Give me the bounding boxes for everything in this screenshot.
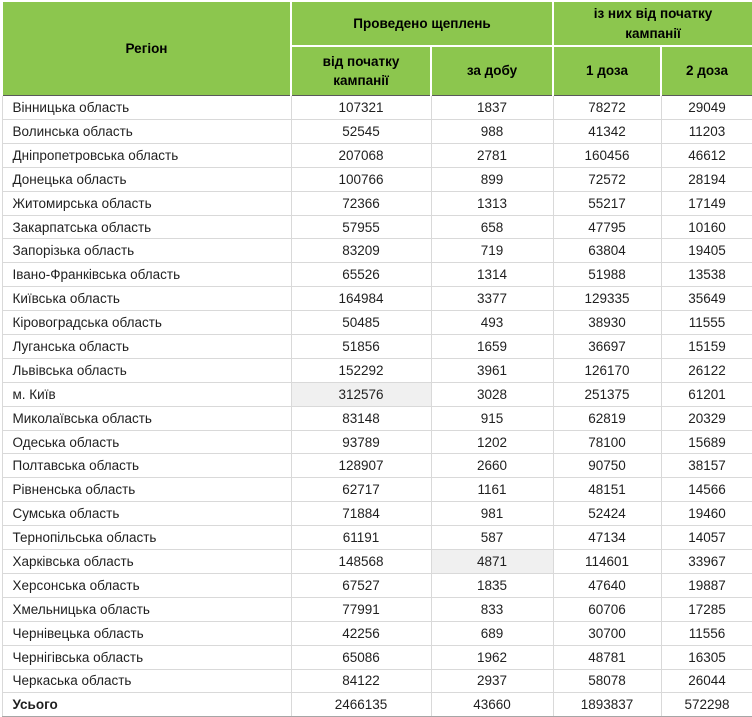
per-day-cell: 2660 <box>431 454 553 478</box>
per-day-cell: 1313 <box>431 191 553 215</box>
dose1-cell: 55217 <box>553 191 661 215</box>
dose1-cell: 36697 <box>553 335 661 359</box>
table-row <box>2 382 752 406</box>
region-cell: Чернігівська область <box>2 645 291 669</box>
total-campaign-total-cell: 2466135 <box>291 693 431 717</box>
campaign-total-cell: 93789 <box>291 430 431 454</box>
table-row <box>2 502 752 526</box>
dose2-cell: 20329 <box>661 406 752 430</box>
dose2-cell: 19460 <box>661 502 752 526</box>
table-row <box>2 573 752 597</box>
per-day-cell: 2937 <box>431 669 553 693</box>
per-day-cell: 493 <box>431 311 553 335</box>
campaign-total-cell: 52545 <box>291 120 431 144</box>
total-label: Усього <box>2 693 291 717</box>
campaign-total-cell: 67527 <box>291 573 431 597</box>
region-cell: Волинська область <box>2 120 291 144</box>
dose1-cell: 62819 <box>553 406 661 430</box>
dose2-cell: 17285 <box>661 597 752 621</box>
campaign-total-cell: 148568 <box>291 550 431 574</box>
dose1-cell: 78100 <box>553 430 661 454</box>
per-day-cell: 1962 <box>431 645 553 669</box>
region-cell: Сумська область <box>2 502 291 526</box>
per-day-cell: 3377 <box>431 287 553 311</box>
dose2-cell: 11556 <box>661 621 752 645</box>
region-cell: Луганська область <box>2 335 291 359</box>
total-dose2-cell: 572298 <box>661 693 752 717</box>
dose2-cell: 13538 <box>661 263 752 287</box>
campaign-total-cell: 42256 <box>291 621 431 645</box>
campaign-total-cell: 62717 <box>291 478 431 502</box>
dose1-cell: 60706 <box>553 597 661 621</box>
dose2-cell: 14057 <box>661 526 752 550</box>
region-cell: Вінницька область <box>2 96 291 120</box>
total-per-day-cell: 43660 <box>431 693 553 717</box>
campaign-total-cell: 57955 <box>291 215 431 239</box>
dose1-cell: 48151 <box>553 478 661 502</box>
table-row <box>2 215 752 239</box>
dose1-cell: 114601 <box>553 550 661 574</box>
table-body <box>2 96 752 693</box>
table-row <box>2 311 752 335</box>
dose2-cell: 19405 <box>661 239 752 263</box>
table-row <box>2 526 752 550</box>
per-day-cell: 1659 <box>431 335 553 359</box>
dose1-cell: 160456 <box>553 143 661 167</box>
dose2-cell: 26044 <box>661 669 752 693</box>
per-day-cell: 1314 <box>431 263 553 287</box>
per-day-cell: 915 <box>431 406 553 430</box>
campaign-total-cell: 100766 <box>291 167 431 191</box>
region-cell: Житомирська область <box>2 191 291 215</box>
region-cell: Дніпропетровська область <box>2 143 291 167</box>
per-day-cell: 3961 <box>431 358 553 382</box>
dose2-cell: 26122 <box>661 358 752 382</box>
campaign-total-cell: 152292 <box>291 358 431 382</box>
table-row <box>2 335 752 359</box>
per-day-cell: 2781 <box>431 143 553 167</box>
per-day-cell: 833 <box>431 597 553 621</box>
campaign-total-cell: 71884 <box>291 502 431 526</box>
dose2-cell: 29049 <box>661 96 752 120</box>
dose1-cell: 78272 <box>553 96 661 120</box>
campaign-total-cell: 51856 <box>291 335 431 359</box>
dose1-cell: 51988 <box>553 263 661 287</box>
region-cell: Львівська область <box>2 358 291 382</box>
header-group-since-campaign: із них від початку кампанії <box>553 1 752 46</box>
campaign-total-cell: 164984 <box>291 287 431 311</box>
dose2-cell: 15159 <box>661 335 752 359</box>
table-row <box>2 167 752 191</box>
dose1-cell: 52424 <box>553 502 661 526</box>
total-row <box>2 693 752 717</box>
region-cell: Закарпатська область <box>2 215 291 239</box>
dose2-cell: 46612 <box>661 143 752 167</box>
region-cell: Чернівецька область <box>2 621 291 645</box>
total-dose1-cell: 1893837 <box>553 693 661 717</box>
region-cell: Рівненська область <box>2 478 291 502</box>
dose1-cell: 129335 <box>553 287 661 311</box>
header-region: Регіон <box>2 1 291 96</box>
dose2-cell: 61201 <box>661 382 752 406</box>
header-dose2: 2 доза <box>661 46 752 96</box>
dose1-cell: 72572 <box>553 167 661 191</box>
dose1-cell: 251375 <box>553 382 661 406</box>
per-day-cell: 988 <box>431 120 553 144</box>
dose2-cell: 10160 <box>661 215 752 239</box>
campaign-total-cell: 84122 <box>291 669 431 693</box>
dose1-cell: 47795 <box>553 215 661 239</box>
header-campaign-total: від початку кампанії <box>291 46 431 96</box>
table-row <box>2 430 752 454</box>
campaign-total-cell: 65526 <box>291 263 431 287</box>
campaign-total-cell: 83148 <box>291 406 431 430</box>
per-day-cell: 981 <box>431 502 553 526</box>
per-day-cell: 4871 <box>431 550 553 574</box>
dose2-cell: 16305 <box>661 645 752 669</box>
dose2-cell: 15689 <box>661 430 752 454</box>
region-cell: Черкаська область <box>2 669 291 693</box>
table-row <box>2 120 752 144</box>
table-row <box>2 550 752 574</box>
table-footer <box>2 693 752 717</box>
dose2-cell: 19887 <box>661 573 752 597</box>
per-day-cell: 899 <box>431 167 553 191</box>
region-cell: Івано-Франківська область <box>2 263 291 287</box>
vaccination-table <box>1 0 752 717</box>
table-row <box>2 96 752 120</box>
region-cell: Хмельницька область <box>2 597 291 621</box>
table-row <box>2 287 752 311</box>
dose2-cell: 11203 <box>661 120 752 144</box>
dose2-cell: 38157 <box>661 454 752 478</box>
table-row <box>2 478 752 502</box>
dose1-cell: 47134 <box>553 526 661 550</box>
per-day-cell: 1161 <box>431 478 553 502</box>
table-row <box>2 669 752 693</box>
dose2-cell: 28194 <box>661 167 752 191</box>
campaign-total-cell: 77991 <box>291 597 431 621</box>
dose1-cell: 126170 <box>553 358 661 382</box>
header-dose1: 1 доза <box>553 46 661 96</box>
region-cell: Донецька область <box>2 167 291 191</box>
per-day-cell: 1837 <box>431 96 553 120</box>
dose2-cell: 35649 <box>661 287 752 311</box>
per-day-cell: 719 <box>431 239 553 263</box>
per-day-cell: 1835 <box>431 573 553 597</box>
region-cell: Одеська область <box>2 430 291 454</box>
dose1-cell: 90750 <box>553 454 661 478</box>
region-cell: м. Київ <box>2 382 291 406</box>
per-day-cell: 587 <box>431 526 553 550</box>
dose1-cell: 58078 <box>553 669 661 693</box>
header-group-vaccinations: Проведено щеплень <box>291 1 553 46</box>
table-row <box>2 621 752 645</box>
campaign-total-cell: 72366 <box>291 191 431 215</box>
dose2-cell: 14566 <box>661 478 752 502</box>
dose2-cell: 33967 <box>661 550 752 574</box>
dose2-cell: 17149 <box>661 191 752 215</box>
dose1-cell: 41342 <box>553 120 661 144</box>
dose1-cell: 48781 <box>553 645 661 669</box>
campaign-total-cell: 83209 <box>291 239 431 263</box>
table-row <box>2 406 752 430</box>
campaign-total-cell: 207068 <box>291 143 431 167</box>
per-day-cell: 658 <box>431 215 553 239</box>
table-row <box>2 143 752 167</box>
campaign-total-cell: 61191 <box>291 526 431 550</box>
dose1-cell: 47640 <box>553 573 661 597</box>
campaign-total-cell: 128907 <box>291 454 431 478</box>
region-cell: Миколаївська область <box>2 406 291 430</box>
table-header <box>2 1 752 96</box>
dose2-cell: 11555 <box>661 311 752 335</box>
table-row <box>2 597 752 621</box>
campaign-total-cell: 50485 <box>291 311 431 335</box>
table-row <box>2 191 752 215</box>
region-cell: Тернопільська область <box>2 526 291 550</box>
table-row <box>2 454 752 478</box>
dose1-cell: 38930 <box>553 311 661 335</box>
campaign-total-cell: 65086 <box>291 645 431 669</box>
per-day-cell: 1202 <box>431 430 553 454</box>
table-row <box>2 645 752 669</box>
per-day-cell: 689 <box>431 621 553 645</box>
region-cell: Полтавська область <box>2 454 291 478</box>
table-row <box>2 239 752 263</box>
dose1-cell: 63804 <box>553 239 661 263</box>
per-day-cell: 3028 <box>431 382 553 406</box>
region-cell: Запорізька область <box>2 239 291 263</box>
header-per-day: за добу <box>431 46 553 96</box>
dose1-cell: 30700 <box>553 621 661 645</box>
campaign-total-cell: 107321 <box>291 96 431 120</box>
table-row <box>2 263 752 287</box>
campaign-total-cell: 312576 <box>291 382 431 406</box>
table-row <box>2 358 752 382</box>
region-cell: Київська область <box>2 287 291 311</box>
region-cell: Харківська область <box>2 550 291 574</box>
region-cell: Херсонська область <box>2 573 291 597</box>
region-cell: Кіровоградська область <box>2 311 291 335</box>
